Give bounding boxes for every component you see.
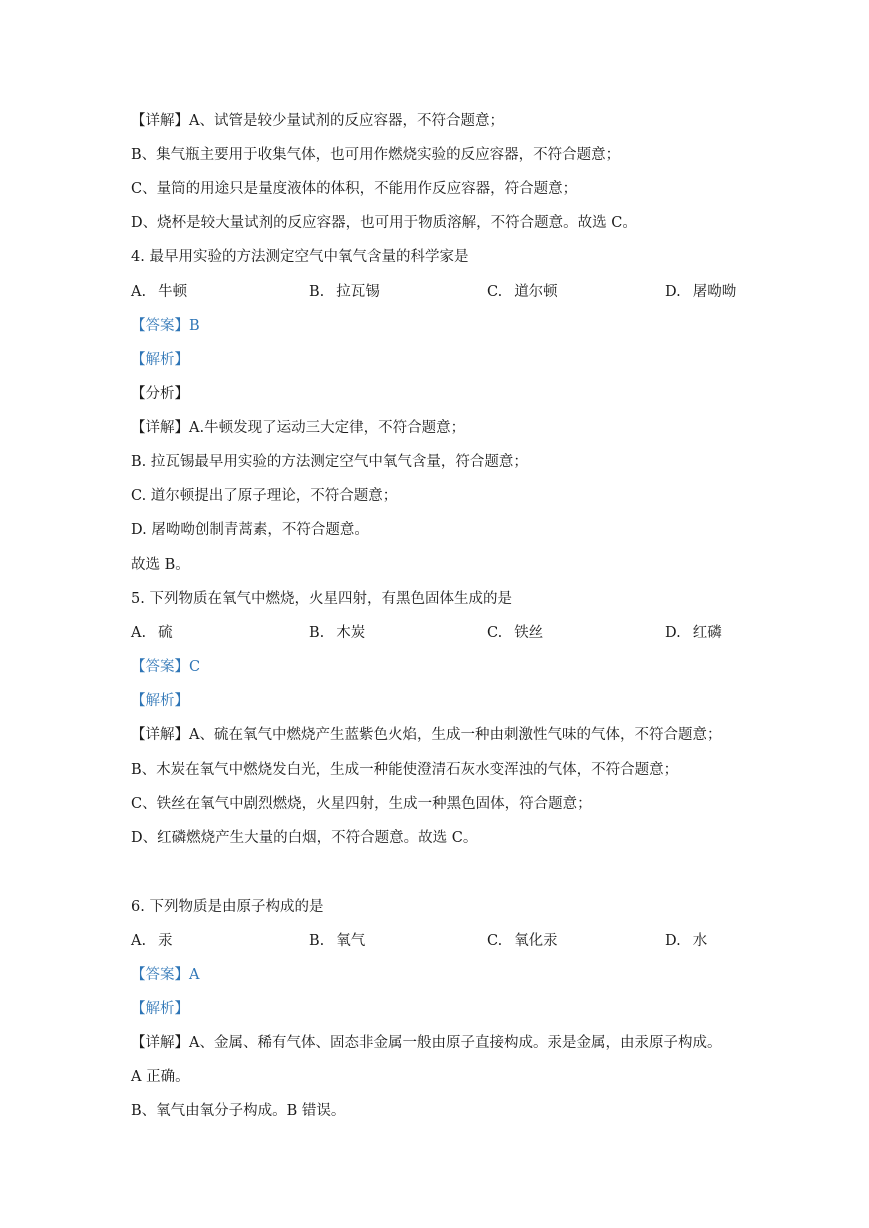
question-stem: 5. 下列物质在氧气中燃烧，火星四射，有黑色固体生成的是 <box>131 591 512 607</box>
option-text: 氧气 <box>336 933 366 949</box>
detail-line: D、红磷燃烧产生大量的白烟，不符合题意。故选 C。 <box>131 830 478 846</box>
detail-line: C、铁丝在氧气中剧烈燃烧，火星四射，生成一种黑色固体，符合题意； <box>131 796 592 812</box>
option-text: 水 <box>692 933 708 949</box>
option-label: D. <box>665 933 681 949</box>
option-b <box>309 623 365 643</box>
option-text: 拉瓦锡 <box>336 284 380 300</box>
option-label: D. <box>665 284 681 300</box>
option-text: 道尔顿 <box>514 284 558 300</box>
option-text: 红磷 <box>692 625 722 641</box>
option-text: 木炭 <box>336 625 366 641</box>
answer-line: 【答案】C <box>131 659 201 675</box>
option-label: C. <box>487 625 503 641</box>
detail-line: 【详解】A、硫在氧气中燃烧产生蓝紫色火焰，生成一种由刺激性气味的气体，不符合题意； <box>131 727 722 743</box>
detail-line: C. 道尔顿提出了原子理论，不符合题意； <box>131 488 398 504</box>
analysis-label: 【解析】 <box>131 693 189 709</box>
option-a <box>131 282 187 302</box>
answer-line: 【答案】B <box>131 318 200 334</box>
detail-line: A 正确。 <box>131 1069 190 1085</box>
analysis-label: 【解析】 <box>131 1001 189 1017</box>
detail-line: B. 拉瓦锡最早用实验的方法测定空气中氧气含量，符合题意； <box>131 454 528 470</box>
detail-line: B、木炭在氧气中燃烧发白光，生成一种能使澄清石灰水变浑浊的气体，不符合题意； <box>131 762 679 778</box>
detail-line: B、氧气由氧分子构成。B 错误。 <box>131 1103 346 1119</box>
option-label: C. <box>487 284 503 300</box>
option-label: B. <box>309 625 325 641</box>
option-label: D. <box>665 625 681 641</box>
option-text: 屠呦呦 <box>692 284 737 300</box>
option-b <box>309 931 365 951</box>
option-label: A. <box>131 284 147 300</box>
option-c <box>487 282 558 302</box>
option-text: 硫 <box>158 625 173 641</box>
detail-line: D. 屠呦呦创制青蒿素，不符合题意。 <box>131 522 369 538</box>
question-stem: 4. 最早用实验的方法测定空气中氧气含量的科学家是 <box>131 249 469 265</box>
option-a <box>131 623 173 643</box>
detail-line: B、集气瓶主要用于收集气体，也可用作燃烧实验的反应容器，不符合题意； <box>131 147 621 163</box>
option-label: B. <box>309 284 325 300</box>
question-stem: 6. 下列物质是由原子构成的是 <box>131 899 324 915</box>
option-text: 汞 <box>158 933 173 949</box>
detail-line: D、烧杯是较大量试剂的反应容器，也可用于物质溶解，不符合题意。故选 C。 <box>131 215 637 231</box>
option-d <box>665 623 722 643</box>
option-text: 氧化汞 <box>514 933 558 949</box>
option-label: B. <box>309 933 325 949</box>
detail-line: 【详解】A.牛顿发现了运动三大定律，不符合题意； <box>131 420 466 436</box>
answer-line: 【答案】A <box>131 967 200 983</box>
option-text: 铁丝 <box>514 625 544 641</box>
option-text: 牛顿 <box>158 284 188 300</box>
option-label: A. <box>131 933 147 949</box>
option-d <box>665 931 707 951</box>
analysis-label: 【解析】 <box>131 352 189 368</box>
detail-line: C、量筒的用途只是量度液体的体积，不能用作反应容器，符合题意； <box>131 181 578 197</box>
option-c <box>487 931 558 951</box>
option-d <box>665 282 736 302</box>
detail-line: 【详解】A、试管是较少量试剂的反应容器，不符合题意； <box>131 113 504 129</box>
option-a <box>131 931 173 951</box>
detail-line: 【详解】A、金属、稀有气体、固态非金属一般由原子直接构成。汞是金属，由汞原子构成。 <box>131 1035 722 1051</box>
option-label: A. <box>131 625 147 641</box>
conclusion-line: 故选 B。 <box>131 557 190 573</box>
option-label: C. <box>487 933 503 949</box>
option-c <box>487 623 543 643</box>
option-b <box>309 282 380 302</box>
fenxi-label: 【分析】 <box>131 386 189 402</box>
